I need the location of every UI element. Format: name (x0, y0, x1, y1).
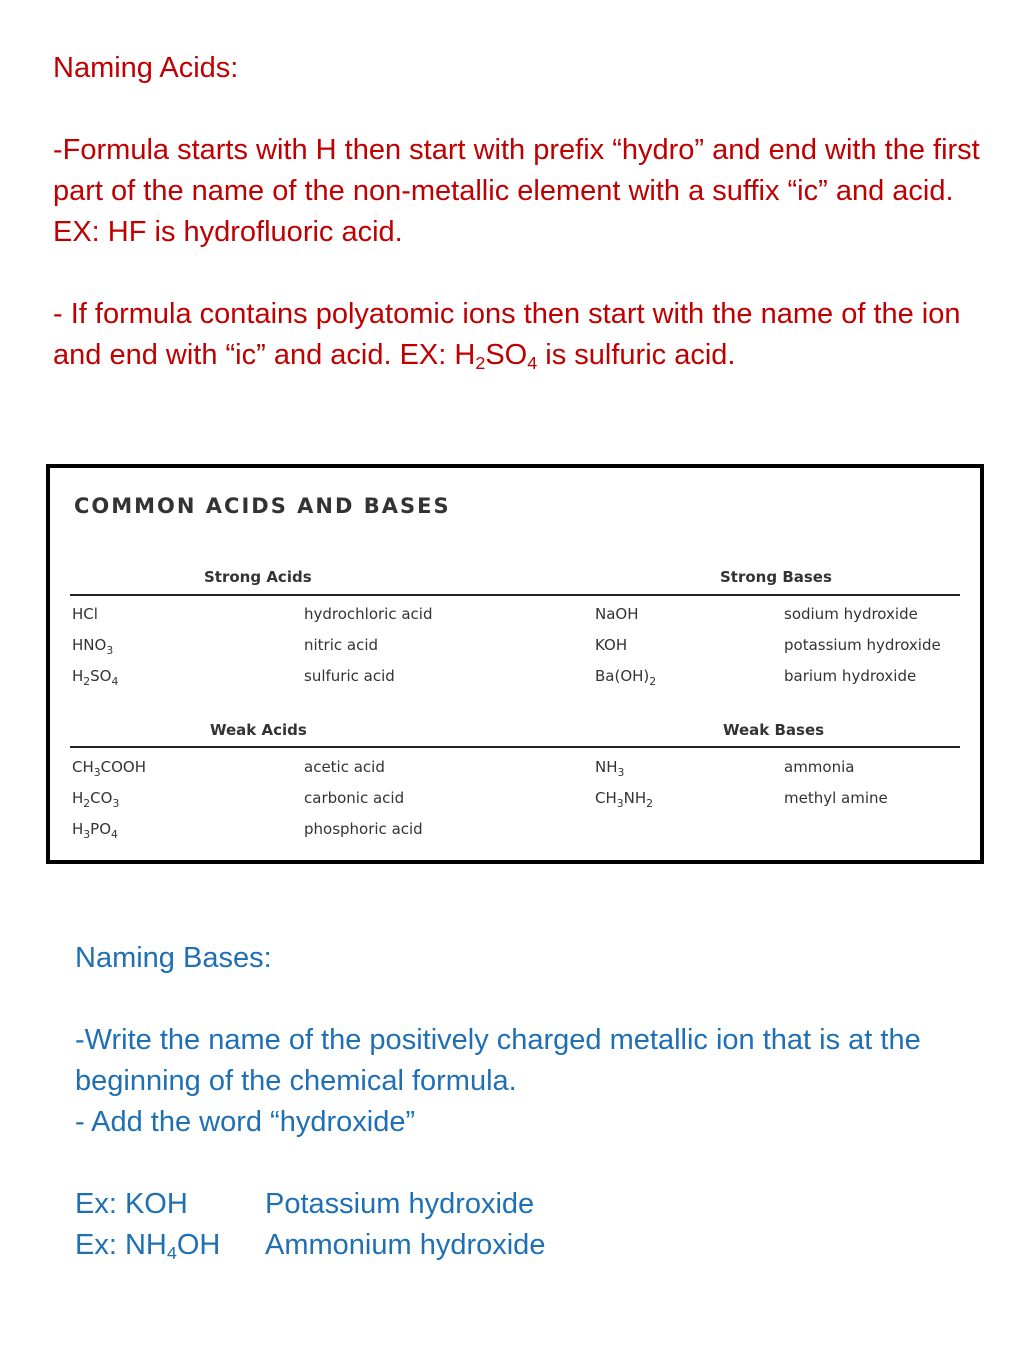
formula-cell (595, 667, 657, 688)
formula-cell (72, 667, 119, 688)
formula-subscript: 2 (83, 796, 91, 810)
compound-name-cell: potassium hydroxide (784, 636, 941, 654)
compound-name-cell: nitric acid (304, 636, 379, 654)
naming-acids-section (53, 48, 993, 376)
example-1-name: Potassium hydroxide (265, 1188, 535, 1220)
formula-text: CO (90, 789, 113, 807)
formula-subscript: 4 (111, 827, 118, 841)
common-acids-bases-table (46, 464, 984, 864)
formula-subscript: 3 (616, 796, 624, 810)
formula-text: COOH (100, 758, 147, 776)
bases-heading: Naming Bases: (75, 942, 272, 974)
formula-text: PO (90, 820, 112, 838)
example-2-name: Ammonium hydroxide (265, 1229, 546, 1261)
formula-text: NaOH (595, 605, 639, 623)
bases-rule-1: -Write the name of the positively charged metallic ion that is at the beginning of the chemical formula. (75, 1024, 921, 1097)
compound-name-cell: ammonia (784, 758, 855, 776)
compound-name-cell: sodium hydroxide (784, 605, 918, 623)
compound-name-cell: barium hydroxide (784, 667, 917, 685)
formula-cell (72, 758, 147, 779)
formula-text: HCl (72, 605, 98, 623)
formula-text: SO (90, 667, 112, 685)
formula-cell (72, 605, 98, 623)
formula-text: H (72, 667, 84, 685)
example-2-sub: 4 (166, 1243, 177, 1264)
formula-text: Ba(OH) (595, 667, 650, 685)
formula-cell (595, 605, 639, 623)
formula-cell (72, 789, 120, 810)
strong-section-rule (70, 594, 960, 596)
bases-example-1 (75, 1184, 975, 1225)
example-2-pre: Ex: NH (75, 1229, 167, 1261)
formula-text: NH (595, 758, 618, 776)
formula-text: HNO (72, 636, 107, 654)
acids-rule-2-sub1: 2 (475, 353, 486, 374)
compound-name-cell: hydrochloric acid (304, 605, 433, 623)
table-title: COMMON ACIDS AND BASES (74, 494, 451, 518)
compound-name-cell: phosphoric acid (304, 820, 423, 838)
formula-subscript: 3 (106, 643, 114, 657)
formula-subscript: 2 (83, 674, 91, 688)
naming-bases-section (75, 938, 975, 1266)
weak-section-rule (70, 746, 960, 748)
compound-name-cell: sulfuric acid (304, 667, 395, 685)
acids-rule-2-sub2: 4 (527, 353, 538, 374)
acids-heading: Naming Acids: (53, 52, 239, 84)
formula-subscript: 4 (111, 674, 119, 688)
example-1-formula: Ex: KOH (75, 1188, 188, 1220)
formula-text: NH (623, 789, 647, 807)
formula-subscript: 2 (649, 674, 657, 688)
compound-name-cell: acetic acid (304, 758, 385, 776)
compound-name-cell: carbonic acid (304, 789, 405, 807)
formula-cell (595, 636, 627, 654)
example-2-formula (75, 1225, 265, 1266)
acids-rule-2-post: is sulfuric acid. (537, 339, 736, 371)
bases-rule-2: - Add the word “hydroxide” (75, 1106, 416, 1138)
formula-text: CH (595, 789, 617, 807)
weak-acids-label: Weak Acids (210, 721, 307, 739)
acids-rule-1: -Formula starts with H then start with prefix “hydro” and end with the first part of the name of the non-metallic element with a suffix “ic” and acid. EX: HF is hydrofluoric acid. (53, 134, 980, 248)
formula-text: H (72, 820, 84, 838)
strong-bases-label: Strong Bases (720, 568, 832, 586)
formula-subscript: 3 (112, 796, 120, 810)
formula-cell (72, 636, 114, 657)
formula-cell (595, 758, 625, 779)
formula-subscript: 3 (93, 765, 101, 779)
acids-rule-2-mid: SO (485, 339, 528, 371)
formula-cell (72, 820, 118, 841)
formula-subscript: 3 (617, 765, 625, 779)
formula-text: KOH (595, 636, 628, 654)
acids-rule-2-pre: - If formula contains polyatomic ions then start with the name of the ion and end with “ic” and acid. EX: H (53, 298, 961, 371)
compound-name-cell: methyl amine (784, 789, 888, 807)
weak-bases-label: Weak Bases (723, 721, 825, 739)
bases-example-2 (75, 1225, 975, 1266)
formula-subscript: 2 (646, 796, 654, 810)
acids-rule-2 (53, 294, 993, 376)
formula-cell (595, 789, 654, 810)
strong-acids-label: Strong Acids (204, 568, 312, 586)
example-2-post: OH (176, 1229, 221, 1261)
formula-text: H (72, 789, 84, 807)
formula-subscript: 3 (83, 827, 91, 841)
formula-text: CH (72, 758, 94, 776)
